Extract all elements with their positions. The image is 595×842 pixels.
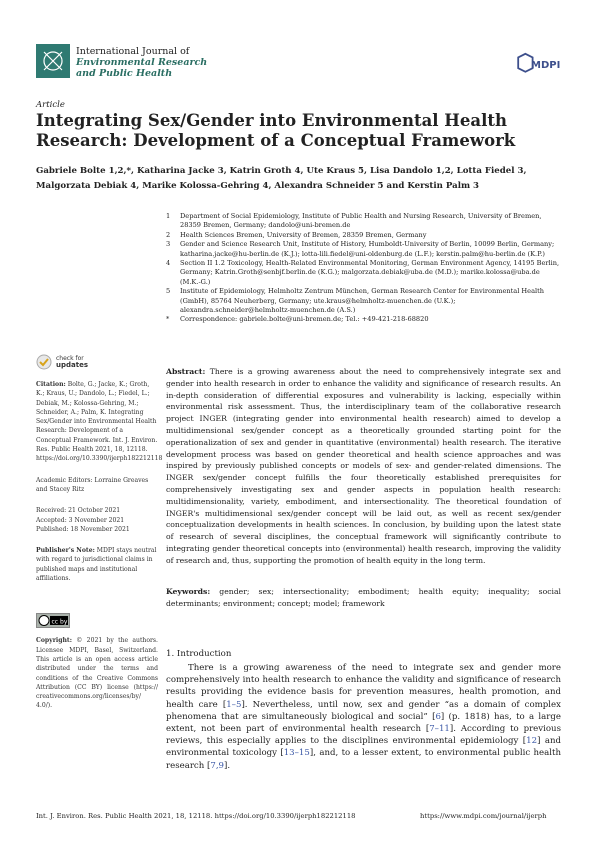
affiliation-number: 1 [166,212,171,220]
publisher-note [36,546,158,583]
article-title: Integrating Sex/Gender into Environmental Health Research: Development of a Conceptual Framework [36,111,516,150]
affiliation-text: Institute of Epidemiology, Helmholtz Zentrum München, German Research Center for Environmental Health (GmbH), 85764 Neuherberg, Germany; ute.kraus@helmholtz-muenchen.de (U.K.); alexandra.schneider@helmholtz-muenchen.de (A.S.) [180,287,545,315]
citation-block [36,380,163,464]
publisher-note-label: Publisher's Note: [36,547,95,555]
keywords [166,586,561,610]
svg-text:cc by: cc by [51,618,68,626]
article-type: Article [36,100,65,110]
affiliations [166,212,561,325]
publisher-note-text: MDPI stays neutral with regard to jurisdictional claims in published maps and institutional affiliations. [36,547,157,583]
received-date: Received: 21 October 2021 [36,507,121,515]
affiliation-text: Health Sciences Bremen, University of Bremen, 28359 Bremen, Germany [180,230,427,239]
journal-logo-icon [36,44,70,78]
affiliation-item [166,259,561,287]
affiliation-item [166,240,561,259]
journal-name [76,46,207,79]
accepted-date: Accepted: 3 November 2021 [36,516,125,524]
citation-link[interactable]: 13–15 [283,748,310,759]
abstract-text: There is a growing awareness about the need to comprehensively integrate sex and gender into health research in order to enhance the validity and significance of research results. An in-depth consideration of differential exposures and vulnerability is lacking, especially within environmental risk assessment. Thus, the interdisciplinary team of the collaborative research project INGER (integrating gender into environmental health research) aimed to develop a multidimensional sex/gender concept as a theoretically grounded starting point for the operationalization of sex and gender in quantitative (environmental) health research. The iterative development process was based on gender theoretical and health science approaches and was inspired by previously published concepts or models of sex- and gender-related dimensions. The INGER sex/gender concept fulfills the four theoretically established prerequisites for comprehensively investigating sex and gender aspects in population health research: multidimensionality, variety, embodiment, and intersectionality. The theoretical foundation of INGER's multidimensional sex/gender concept will be laid out, as well as recent sex/gender conceptualization developments in health sciences. In conclusion, by building upon the latest state of research of several disciplines, the conceptual framework will significantly contribute to integrating gender theoretical concepts into (environmental) health research, improving the validity of research and, thus, supporting the promotion of health equity in the long term. [166,367,561,565]
correspondence [166,315,561,324]
abstract [166,366,561,567]
published-date: Published: 18 November 2021 [36,525,130,533]
keywords-label: Keywords: [166,587,211,596]
check-updates-line2: updates [56,361,88,369]
copyright-text: © 2021 by the authors. Licensee MDPI, Basel, Switzerland. This article is an open access article distributed under the terms and conditions of the Creative Commons Attribution (CC BY) license (https:// creativecommons.org/licenses/by/ 4.0/). [36,637,158,710]
affiliation-number: 3 [166,240,171,249]
keywords-text: gender; sex; intersectionality; embodiment; health equity; inequality; social determinants; environment; concept; model; framework [166,587,561,608]
sidebar [36,354,163,711]
correspondence-text: Correspondence: gabriele.bolte@uni-bremen.de; Tel.: +49-421-218-68820 [180,315,429,324]
citation-link[interactable]: 1–5 [226,699,242,710]
check-updates-line1: check for [56,355,84,362]
citation-label: Citation: [36,381,66,388]
introduction-paragraph: There is a growing awareness of the need to integrate sex and gender more comprehensively into health research to enhance the validity and significance of research results providing the evidence basis for prevention measures, health promotion, and health care [1–5]. Nevertheless, until now, sex and gender “as a domain of complex phenomena that are simultaneously biological and social” [6] (p. 1818) has, to a large extent, not been part of environmental health research [7–11]. According to previous reviews, this especially applies to the disciplines environmental epidemiology [12] and environmental toxicology [13–15], and, to a lesser extent, to environmental public health research [7,9]. [166,663,561,771]
copyright-block [36,636,158,710]
citation-text: Bolte, G.; Jacke, K.; Groth, K.; Kraus, U.; Dandolo, L.; Fiedel, L.; Debiak, M.; Kolossa-Gehring, M.; Schneider, A.; Palm, K. Integrating Sex/Gender into Environmental Health Research: Development of a Conceptual Framework. Int. J. Environ. Res. Public Health 2021, 18, 12118. https://doi.org/10.3390/ijerph182212118 [36,381,163,463]
affiliation-text: Section II 1.2 Toxicology, Health-Related Environmental Monitoring, German Environment Agency, 14195 Berlin, Germany; Katrin.Groth@senbjf.berlin.de (K.G.); malgorzata.debiak@uba.de (M.D.); marike.kolossa@uba.de (M.K.-G.) [180,259,560,286]
affiliation-item [166,287,561,315]
citation-link[interactable]: 7,9 [210,760,225,771]
affiliation-item [166,212,561,231]
journal-name-line3: and Public Health [76,68,173,79]
check-for-updates-button[interactable] [36,354,158,370]
cc-by-license-icon[interactable] [36,613,70,628]
citation-link[interactable]: 7–11 [429,724,450,735]
section-heading-introduction: 1. Introduction [166,649,232,659]
citation-link[interactable]: 6 [435,711,441,722]
author-list: Gabriele Bolte 1,2,*, Katharina Jacke 3, Katrin Groth 4, Ute Kraus 5, Lisa Dandolo 1,2, Lotta Fiedel 3, Malgorzata Debiak 4, Marike Kolossa-Gehring 4, Alexandra Schneider 5 and Kerstin Palm 3 [36,166,527,191]
affiliation-text: Gender and Science Research Unit, Institute of History, Humboldt-University of Berlin, 10099 Berlin, Germany; katharina.jacke@hu-berlin.de (K.J.); lotta-lili.fiedel@uni-oldenburg.de (L.F.); kerstin.palm@hu-berlin.de (K.P.) [180,240,555,258]
footer-citation: Int. J. Environ. Res. Public Health 2021, 18, 12118. https://doi.org/10.3390/ijerph182212118 [36,812,356,820]
affiliation-text: Department of Social Epidemiology, Institute of Public Health and Nursing Research, University of Bremen, 28359 Bremen, Germany; dandolo@uni-bremen.de [180,212,542,230]
copyright-label: Copyright: [36,637,72,645]
journal-name-line1: International Journal of [76,46,190,57]
affiliation-item [166,231,561,240]
academic-editors: Academic Editors: Lorraine Greaves and Stacey Ritz [36,476,149,493]
affiliation-number: 2 [166,230,171,239]
affiliation-number: * [166,315,170,324]
affiliation-number: 4 [166,259,171,268]
mdpi-logo-icon [516,52,560,76]
abstract-label: Abstract: [166,367,206,376]
affiliation-number: 5 [166,287,171,296]
mdpi-logo-text: MDPI [531,60,560,71]
journal-name-line2: Environmental Research [76,57,208,68]
footer-journal-url[interactable]: https://www.mdpi.com/journal/ijerph [420,812,547,820]
check-updates-icon [36,354,52,370]
citation-link[interactable]: 12 [526,736,538,747]
